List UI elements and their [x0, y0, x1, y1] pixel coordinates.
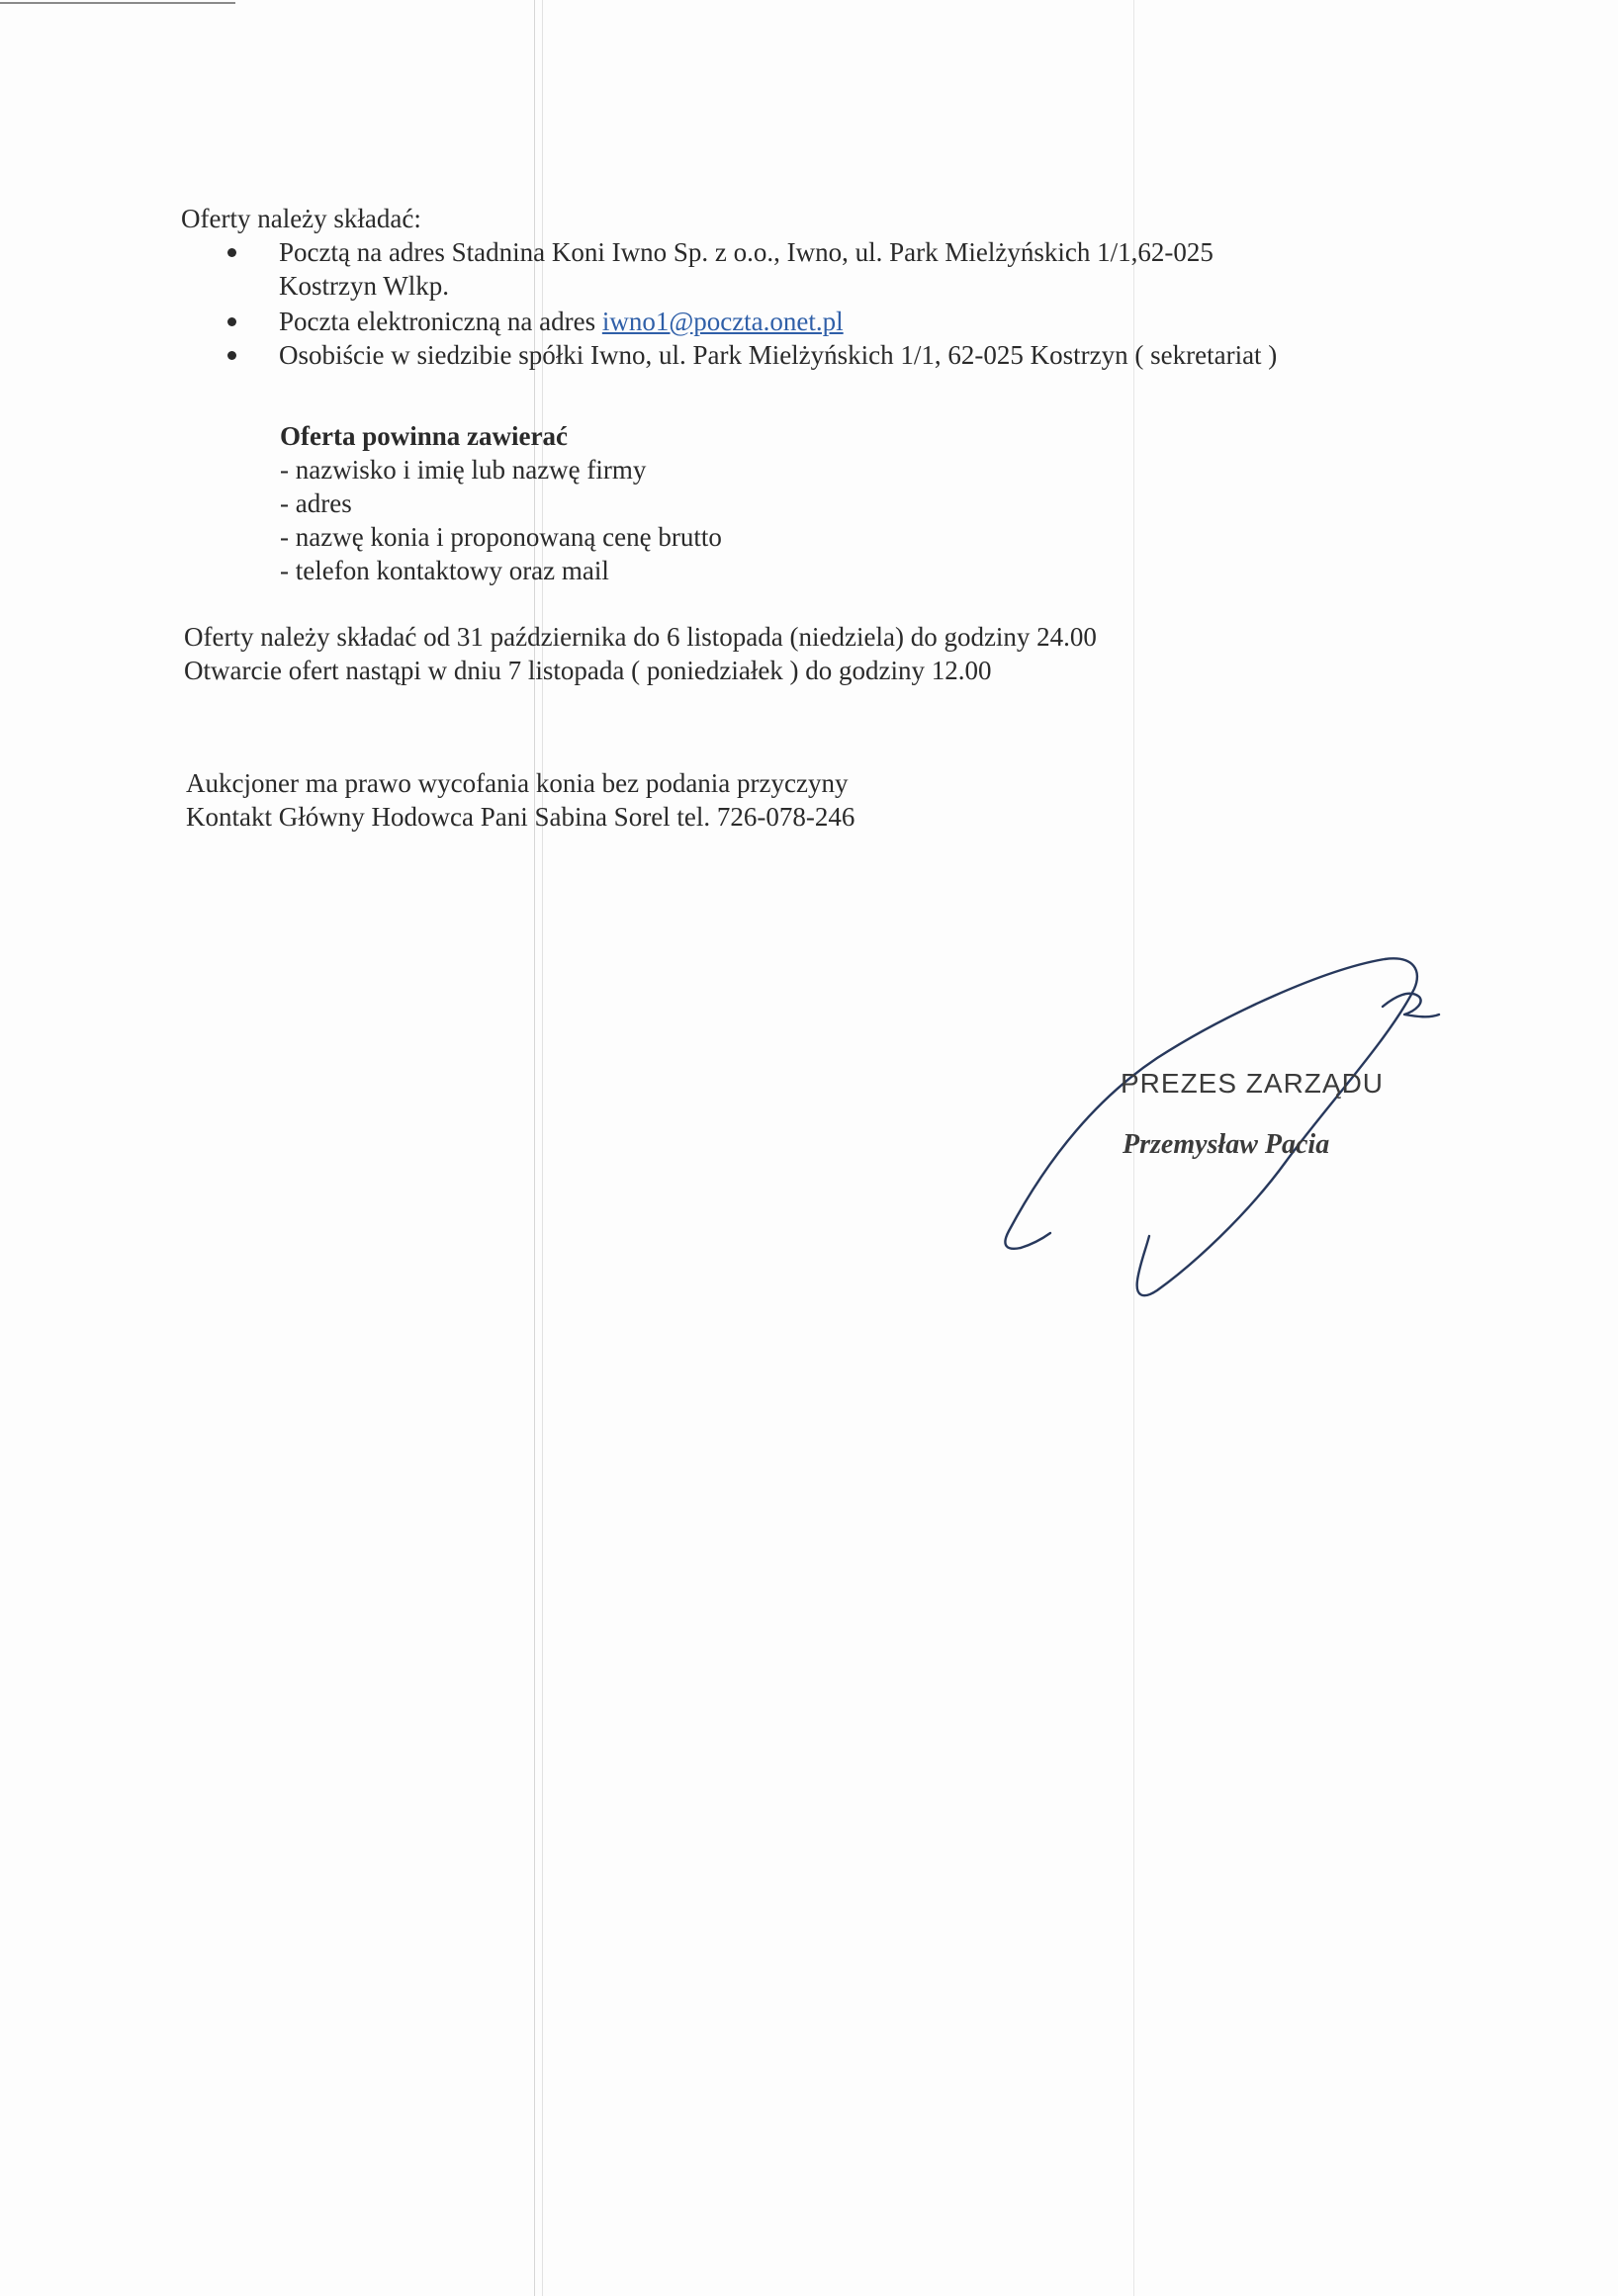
list-item: - nazwę konia i proponowaną cenę brutto	[280, 522, 722, 552]
notes-block	[186, 766, 854, 834]
submission-intro: Oferty należy składać:	[181, 204, 421, 233]
contact-note: Kontakt Główny Hodowca Pani Sabina Sorel tel. 726-078-246	[186, 802, 855, 832]
method-post-line2: Kostrzyn Wlkp.	[279, 271, 449, 301]
method-post-line1: Pocztą na adres Stadnina Koni Iwno Sp. z o.o., Iwno, ul. Park Mielżyńskich 1/1,62-025	[279, 237, 1214, 267]
list-item	[227, 235, 1277, 303]
method-email-prefix: Poczta elektroniczną na adres	[279, 307, 602, 336]
submission-methods-list	[227, 235, 1277, 372]
offer-requirements	[280, 419, 722, 587]
list-item	[227, 305, 1277, 338]
signature-stamp	[989, 949, 1464, 1315]
list-item	[227, 338, 1277, 372]
withdraw-note: Aukcjoner ma prawo wycofania konia bez podania przyczyny	[186, 768, 849, 798]
dates-block	[184, 620, 1097, 687]
offer-heading: Oferta powinna zawierać	[280, 421, 568, 451]
list-item: - adres	[280, 488, 352, 518]
method-personal: Osobiście w siedzibie spółki Iwno, ul. Park Mielżyńskich 1/1, 62-025 Kostrzyn ( sekretariat )	[279, 340, 1278, 370]
stamp-title: PREZES ZARZĄDU	[1121, 1068, 1385, 1099]
stamp-name: Przemysław Pacia	[1123, 1129, 1330, 1160]
bullet-icon	[227, 351, 236, 360]
deadline-text: Oferty należy składać od 31 października do 6 listopada (niedziela) do godziny 24.00	[184, 622, 1097, 652]
bullet-icon	[227, 248, 236, 257]
scan-edge-line	[0, 2, 235, 4]
bullet-icon	[227, 317, 236, 326]
email-link[interactable]: iwno1@poczta.onet.pl	[601, 307, 844, 336]
list-item: - telefon kontaktowy oraz mail	[280, 556, 609, 585]
list-item: - nazwisko i imię lub nazwę firmy	[280, 455, 647, 485]
opening-text: Otwarcie ofert nastąpi w dniu 7 listopada ( poniedziałek ) do godziny 12.00	[184, 656, 992, 685]
